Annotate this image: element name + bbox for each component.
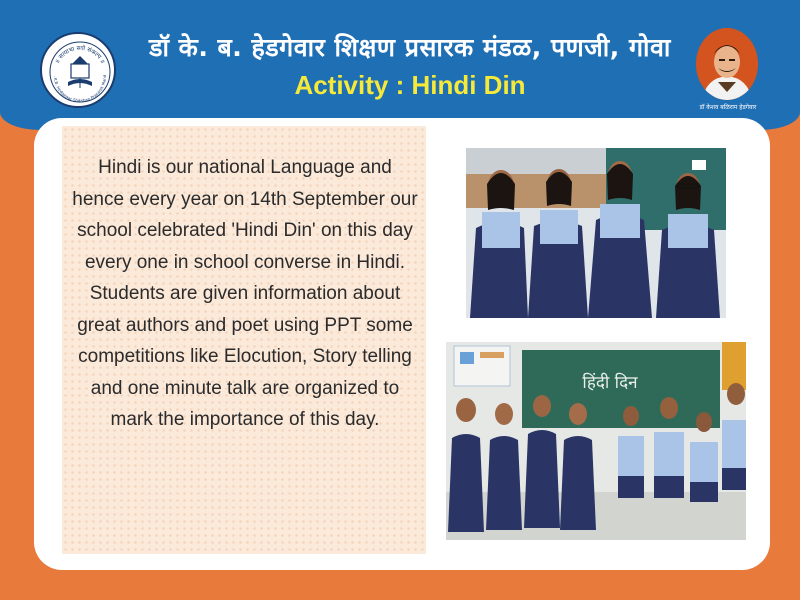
svg-text:Dr. K.B. Hedgewar Shikshan Pra — [42, 34, 107, 103]
portrait-caption: डॉ केशव बळिराम हेडगेवार — [699, 104, 757, 111]
board-text: हिंदी दिन — [582, 373, 638, 393]
logo-arc-text: ॥ सत्याचा सत्ते संकल्प ॥ — [53, 44, 107, 65]
logo-bottom-text: . K.B. Hedgewar Shikshan Prasarak Mand — [52, 74, 108, 104]
students-at-blackboard-photo — [446, 342, 746, 540]
institution-logo — [40, 32, 116, 108]
founder-portrait — [696, 28, 758, 100]
girls-speaking-photo — [466, 148, 726, 318]
header-banner — [0, 0, 800, 130]
activity-title: Activity : Hindi Din — [294, 70, 526, 100]
organisation-title: डॉ के. ब. हेडगेवार शिक्षण प्रसारक मंडळ, पणजी, गोवा — [149, 33, 671, 62]
description-paragraph: Hindi is our national Language and hence every year on 14th September our school celebrated 'Hindi Din' on this day every one in school converse in Hindi. Students are given information about great authors and poet using PPT some competitions like Elocution, Story telling and one minute talk are organized to mark the importance of this day. — [72, 157, 418, 430]
